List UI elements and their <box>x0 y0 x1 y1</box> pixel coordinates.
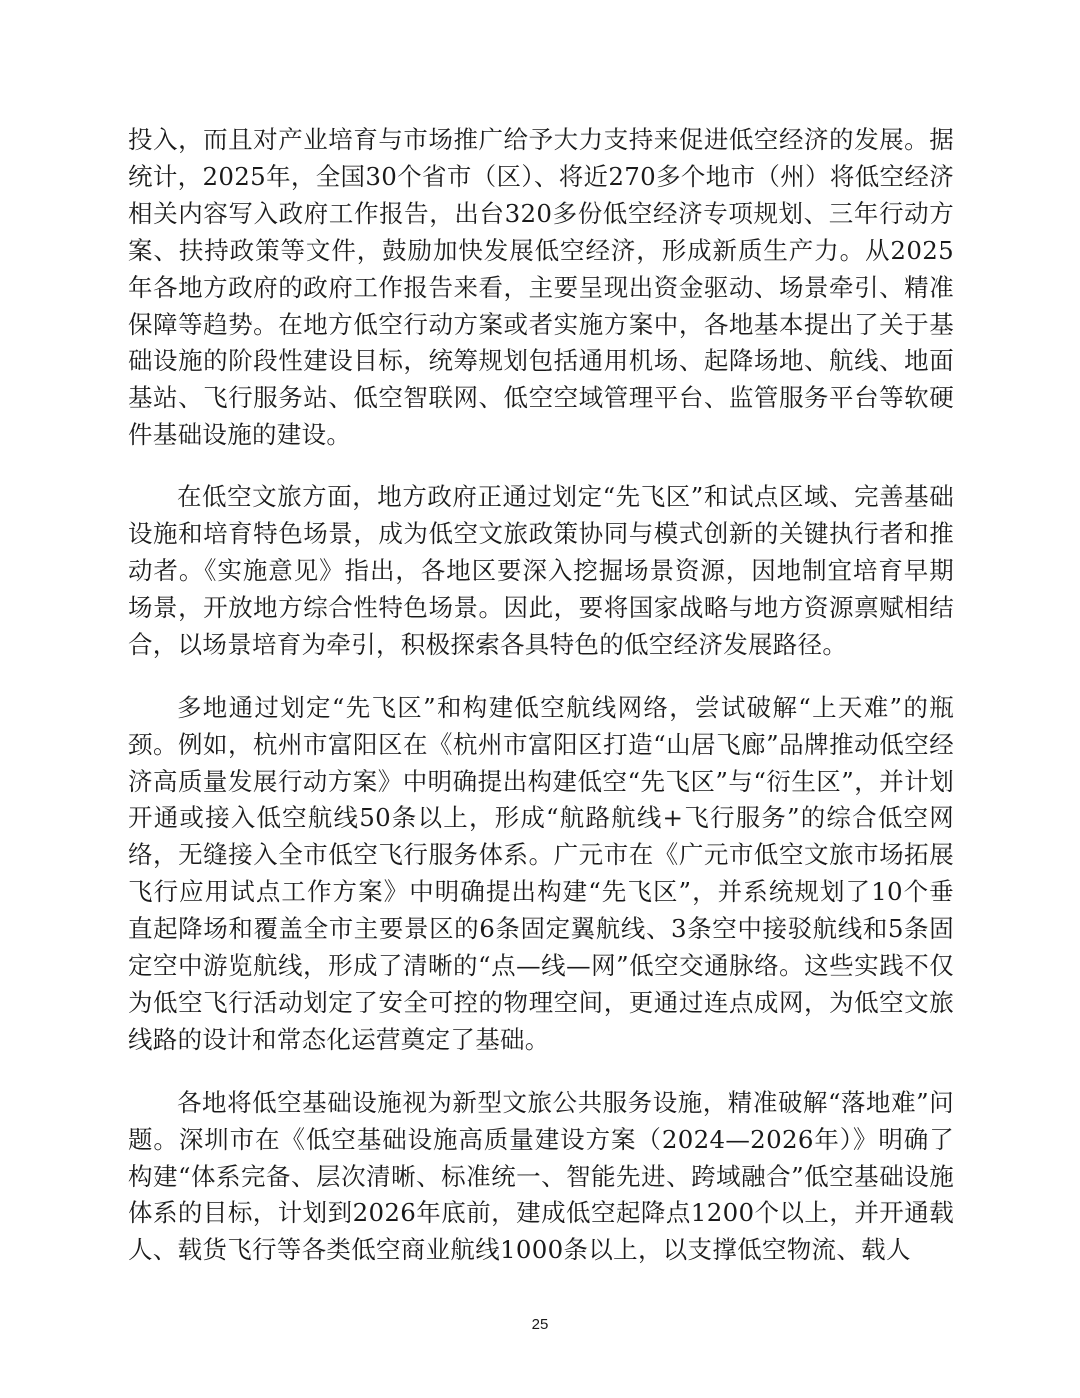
page-number: 25 <box>531 1316 549 1333</box>
paragraph-infrastructure: 各地将低空基础设施视为新型文旅公共服务设施，精准破解“落地难”问题。深圳市在《低空基础设施高质量建设方案（2024—2026年）》明确了构建“体系完备、层次清晰、标准统一、智能先进、跨域融合”低空基础设施体系的目标，计划到2026年底前，建成低空起降点1200个以上，并开通载人、载货飞行等各类低空商业航线1000条以上，以支撑低空物流、载人 <box>128 1087 954 1265</box>
paragraph-low-altitude-tourism: 在低空文旅方面，地方政府正通过划定“先飞区”和试点区域、完善基础设施和培育特色场景，成为低空文旅政策协同与模式创新的关键执行者和推动者。《实施意见》指出，各地区要深入挖掘场景资源，因地制宜培育早期场景，开放地方综合性特色场景。因此，要将国家战略与地方资源禀赋相结合，以场景培育为牵引，积极探索各具特色的低空经济发展路径。 <box>128 482 954 659</box>
paragraph-continuation: 投入，而且对产业培育与市场推广给予大力支持来促进低空经济的发展。据统计，2025年，全国30个省市（区）、将近270多个地市（州）将低空经济相关内容写入政府工作报告，出台320多份低空经济专项规划、三年行动方案、扶持政策等文件，鼓励加快发展低空经济，形成新质生产力。从2025年各地方政府的政府工作报告来看，主要呈现出资金驱动、场景牵引、精准保障等趋势。在地方低空行动方案或者实施方案中，各地基本提出了关于基础设施的阶段性建设目标，统筹规划包括通用机场、起降场地、航线、地面基站、飞行服务站、低空智联网、低空空域管理平台、监管服务平台等软硬件基础设施的建设。 <box>128 125 954 450</box>
paragraph-pilot-zones: 多地通过划定“先飞区”和构建低空航线网络，尝试破解“上天难”的瓶颈。例如，杭州市富阳区在《杭州市富阳区打造“山居飞廊”品牌推动低空经济高质量发展行动方案》中明确提出构建低空“先飞区”与“衍生区”，并计划开通或接入低空航线50条以上，形成“航路航线+飞行服务”的综合低空网络，无缝接入全市低空飞行服务体系。广元市在《广元市低空文旅市场拓展飞行应用试点工作方案》中明确提出构建“先飞区”，并系统规划了10个垂直起降场和覆盖全市主要景区的6条固定翼航线、3条空中接驳航线和5条固定空中游览航线，形成了清晰的“点—线—网”低空交通脉络。这些实践不仅为低空飞行活动划定了安全可控的物理空间，更通过连点成网，为低空文旅线路的设计和常态化运营奠定了基础。 <box>128 692 954 1054</box>
body-text <box>128 122 954 1295</box>
